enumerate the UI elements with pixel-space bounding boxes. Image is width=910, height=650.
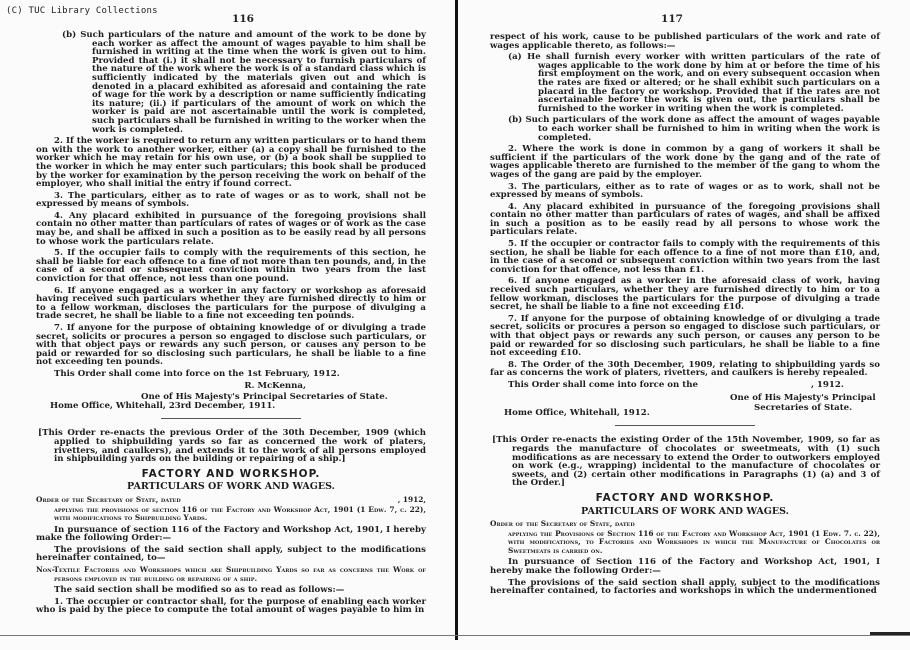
page-bottom-edge [0, 635, 910, 636]
left-page-body [36, 31, 426, 618]
page-number-right: 117 [661, 13, 683, 25]
right-page-body [490, 33, 880, 599]
para-8: 8. The Order of the 30th December, 1909, relating to shipbuilding yards so far as concerns the work of platers, rivetters, and caulkers is hereby repealed. [490, 359, 880, 379]
dated: Home Office, Whitehall, 23rd December, 1911. [50, 400, 276, 411]
order-line1: Order of the Secretary of State, dated [490, 519, 635, 529]
para-b: (b) Such particulars of the work done as affect the amount of wages payable to each worker shall be furnished to him in writing when the work is completed. [508, 115, 880, 143]
right-page [458, 0, 910, 650]
order-line2: applying the provisions of section 116 of the Factory and Workshop Act, 1901 (1 Edw. 7, c. 22), with modifications to Shipbuilding Yards. [54, 504, 426, 523]
provisions: The provisions of the said section shall apply, subject to the modifications hereinafter contained, to— [36, 544, 426, 564]
para-6: 6. If anyone engaged as a worker in any factory or workshop as aforesaid having received such particulars whether they are furnished directly to him or to a fellow workman, discloses the particulars for the purpose of divulging a trade secret, he shall be liable to a fine not exceeding ten pounds. [36, 285, 426, 322]
in-force: This Order shall come into force on the 1st February, 1912. [54, 368, 340, 379]
para-2: 2. Where the work is done in common by a gang of workers it shall be sufficient if the particulars of the work done by the gang and of the rate of wages applicable thereto are furnished to the member of the gang to whom the wages of the gang are paid by the employer. [490, 144, 880, 180]
editorial-note: [This Order re-enacts the previous Order of the 30th December, 1909 (which applied to shipbuilding yards so far as concerned the work of platers, rivetters, and caulkers), and extends it to the work of all persons employed in shipbuilding yards on the building or repairing of a ship.] [38, 428, 426, 465]
para-a: (a) He shall furnish every worker with written particulars of the rate of wages applicable to the work done by him at or before the time of his first employment on the work, and on every subsequent occasion when the rates are fixed or altered; or he shall exhibit such particulars on a placard in the factory or workshop. Provided that if the rates are not ascertainable before the work is given out, the particulars shall be furnished to the worker in writing when the work is completed. [508, 52, 880, 114]
order-line1: Order of the Secretary of State, dated [36, 494, 181, 504]
separator [161, 418, 301, 419]
watermark: (C) TUC Library Collections [6, 6, 158, 16]
para-7: 7. If anyone for the purpose of obtaining knowledge of or divulging a trade secret, solicits or procures a person so engaged to disclose such particulars, or with that object pays or rewards any such person, or causes any person to be paid or rewarded for so disclosing such particulars, he shall be liable to a fine not exceeding £10. [490, 313, 880, 359]
order-line2: applying the Provisions of Section 116 of the Factory and Workshop Act, 1901 (1 Edw. 7. c. 22), with modifications, to Factories and Workshops in which the Manufacture of Chocolates or Sweetmeats is carried on. [508, 528, 880, 555]
heading-factory-workshop: FACTORY AND WORKSHOP. [595, 491, 775, 504]
para-2: 2. If the worker is required to return any written particulars or to hand them on with the work to another worker, either (a) a copy shall be furnished to the worker which he may retain for his own use, or (b) a book shall be supplied to the worker in which he may enter such particulars; this book shall be produced by the worker for examination by the person receiving the work on behalf of the employer, who shall initial the entry if found correct. [36, 136, 426, 190]
dated: Home Office, Whitehall, 1912. [504, 407, 650, 418]
para-3: 3. The particulars, either as to rate of wages or as to work, shall not be expressed by means of symbols. [36, 190, 426, 210]
para-6: 6. If anyone engaged as a worker in the aforesaid class of work, having received such particulars, whether they are furnished directly to him or to a fellow workman, discloses the particulars for the purpose of divulging a trade secret, he shall be liable to a fine not exceeding £10. [490, 276, 880, 313]
para-b: (b) Such particulars of the nature and amount of the work to be done by each worker as affect the amount of wages payable to him shall be furnished in writing at the time when the work is given out to him. Provided that (i.) it shall not be necessary to furnish particulars of the nature of the work where the work is of a standard class which is sufficiently indicated by the materials given out and which is denoted in a placard exhibited as aforesaid and containing the rate of wage for the work by a description or name sufficiently indicating its nature; (ii.) if particulars of the amount of work on which the worker is paid are not ascertainable until the work is completed, such particulars shall be furnished in writing to the worker when the work is completed. [62, 30, 426, 135]
pursuance: In pursuance of section 116 of the Factory and Workshop Act, 1901, I hereby make the following Order:— [36, 524, 426, 544]
signature-title2: Secretaries of State. [754, 403, 853, 414]
heading-particulars: PARTICULARS OF WORK AND WAGES. [127, 481, 335, 493]
para-7: 7. If anyone for the purpose of obtaining knowledge of or divulging a trade secret, solicits or procures a person so engaged to disclose such particulars, or with that object pays or rewards any such person, or causes any person to be paid or rewarded for so disclosing such particulars, he shall be liable to a fine not exceeding ten pounds. [36, 323, 426, 368]
signature: R. McKenna, [244, 380, 306, 391]
page-corner-shadow [870, 632, 910, 635]
in-force-year: , 1912. [810, 379, 844, 390]
modified: The said section shall be modified so as to read as follows:— [54, 585, 345, 596]
page-number-left: 116 [232, 13, 254, 25]
provisions: The provisions of the said section shall apply, subject to the modifications hereinafter contained, to factories and workshops in which the undermentioned [490, 577, 880, 597]
pursuance: In pursuance of Section 116 of the Factory and Workshop Act, 1901, I hereby make the following Order:— [490, 557, 880, 577]
editorial-note: [This Order re-enacts the existing Order of the 15th November, 1909, so far as regards the manufacture of chocolates or sweetmeats, with (1) such modifications as are necessary to extend the Order to outworkers employed on work (e.g., wrapping) incidental to the manufacture of chocolates or sweets, and (2) certain other modifications in Paragraphs (1) (a) and 3 of the Order.] [492, 435, 880, 489]
signature-title1: One of His Majesty's Principal [730, 392, 876, 403]
signature-title: One of His Majesty's Principal Secretaries of State. [141, 392, 388, 403]
heading-factory-workshop: FACTORY AND WORKSHOP. [141, 467, 321, 480]
para-4: 4. Any placard exhibited in pursuance of the foregoing provisions shall contain no other matter than particulars of rates of wages or of work as the case may be, and shall be affixed in such a position as to be easily read by all persons to whose work the particulars relate. [36, 210, 426, 247]
para-5: 5. If the occupier fails to comply with the requirements of this section, he shall be liable for each offence to a fine of not more than ten pounds, and, in the case of a second or subsequent conviction within two years from the last conviction for that offence, not less than one pound. [36, 248, 426, 285]
in-force [490, 381, 880, 390]
order-year: , 1912, [397, 494, 426, 504]
para-1: 1. The occupier or contractor shall, for the purpose of enabling each worker who is paid by the piece to compute the total amount of wages payable to him in [36, 596, 426, 616]
order-title [36, 496, 426, 505]
scope: Non-Textile Factories and Workshops which are Shipbuilding Yards so far as concerns the Work of persons employed in the building or repairing of a ship. [36, 565, 426, 583]
para-3: 3. The particulars, either as to rate of wages or as to work, shall not be expressed by means of symbols. [490, 181, 880, 201]
heading-particulars: PARTICULARS OF WORK AND WAGES. [581, 505, 789, 517]
intro: respect of his work, cause to be published particulars of the work and rate of wages applicable thereto, as follows:— [490, 32, 880, 51]
separator [615, 425, 755, 426]
para-4: 4. Any placard exhibited in pursuance of the foregoing provisions shall contain no other matter than particulars of rates of wages, and shall be affixed in such a position as to be easily read by all persons to whose work the particulars relate. [490, 201, 880, 238]
in-force-text: This Order shall come into force on the [508, 379, 698, 390]
para-5: 5. If the occupier or contractor fails to comply with the requirements of this section, he shall be liable for each offence to a fine of not more than £10, and, in the case of a second or subsequent conviction within two years from the last conviction for that offence, not less than £1. [490, 239, 880, 275]
